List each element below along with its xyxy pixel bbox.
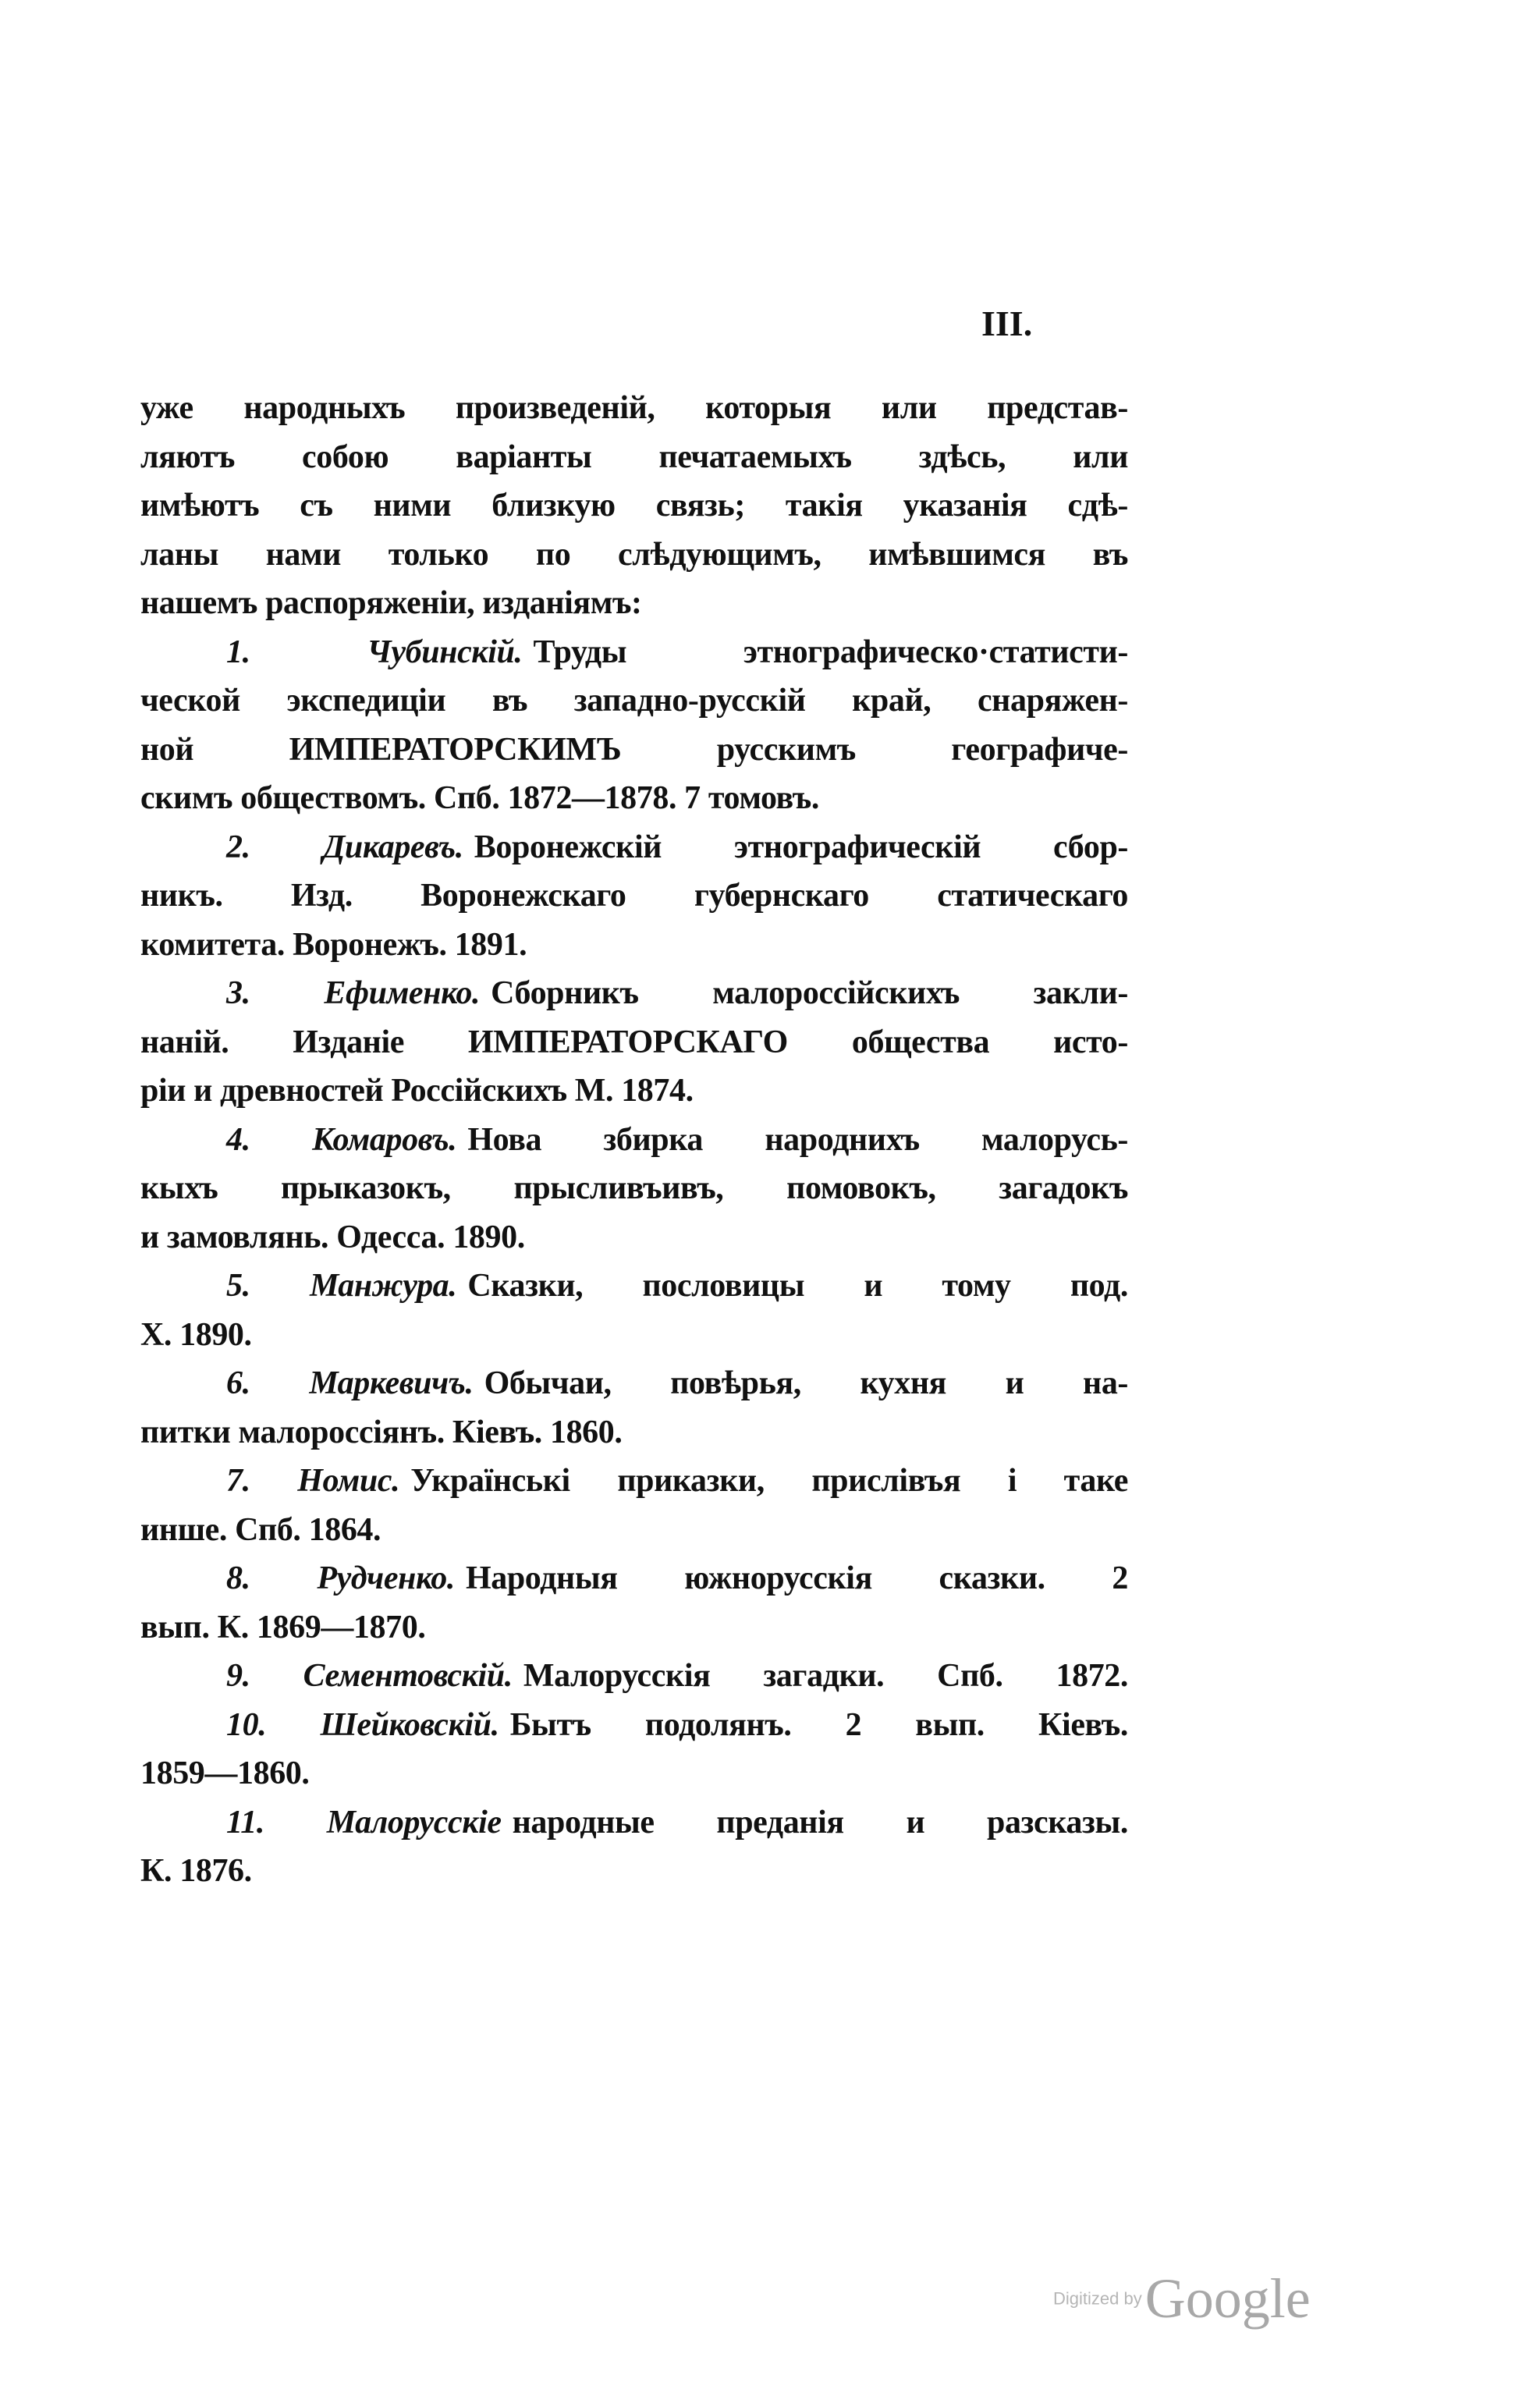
text-line: ной ИМПЕРАТОРСКИМЪ русскимъ географиче- <box>140 731 1128 768</box>
entry-author: Маркевичъ. <box>309 1365 474 1401</box>
bibliography-entry-2 <box>140 823 1128 872</box>
entry-text: Малорусскія загадки. Спб. 1872. <box>523 1658 1128 1694</box>
text-line: ланы нами только по слѣдующимъ, имѣвшимся въ <box>140 536 1128 573</box>
bibliography-entry-7 <box>140 1457 1128 1506</box>
bibliography-entry-5 <box>140 1262 1128 1311</box>
text-line: ріи и древностей Россійскихъ М. 1874. <box>140 1073 694 1109</box>
entry-text: Бытъ подолянъ. 2 вып. Кіевъ. <box>509 1706 1128 1743</box>
entry-number: 11. <box>226 1804 264 1841</box>
entry-text: Нова збирка народнихъ малорусь- <box>467 1121 1129 1158</box>
text-line: инше. Спб. 1864. <box>140 1511 381 1548</box>
page-number: III. <box>981 304 1033 343</box>
entry-author: Манжура. <box>309 1268 457 1304</box>
entry-number: 4. <box>226 1121 250 1158</box>
text-line: ческой экспедиціи въ западно-русскій край, снаряжен- <box>140 683 1128 719</box>
bibliography-entry-8 <box>140 1554 1128 1603</box>
bibliography-entry-9 <box>140 1652 1128 1701</box>
bibliography-entry-11 <box>140 1798 1128 1848</box>
entry-number: 5. <box>226 1268 250 1304</box>
entry-number: 1. <box>226 634 250 670</box>
entry-author: Сементовскій. <box>303 1658 513 1694</box>
text-line: уже народныхъ произведеній, которыя или представ- <box>140 390 1128 426</box>
bibliography-entry-4 <box>140 1116 1128 1165</box>
entry-text: Обычаи, повѣрья, кухня и на- <box>484 1365 1129 1401</box>
entry-author: Номис. <box>297 1463 400 1499</box>
page-body <box>140 384 1128 1896</box>
entry-number: 10. <box>226 1706 267 1743</box>
entry-author: Чубинскій. <box>367 634 523 670</box>
entry-text: народные преданія и разсказы. <box>512 1804 1129 1841</box>
text-line: 1859—1860. <box>140 1755 310 1791</box>
text-line: нашемъ распоряженіи, изданіямъ: <box>140 585 642 621</box>
entry-text: Воронежскій этнографическій сбор- <box>474 829 1128 865</box>
text-line: питки малороссіянъ. Кіевъ. 1860. <box>140 1414 623 1450</box>
text-line: имѣютъ съ ними близкую связь; такія указанія сдѣ- <box>140 488 1128 524</box>
google-logo: Google <box>1144 2267 1311 2330</box>
entry-author: Ефименко. <box>324 975 481 1011</box>
entry-number: 8. <box>226 1560 250 1596</box>
entry-number: 6. <box>226 1365 250 1401</box>
entry-number: 7. <box>226 1463 250 1499</box>
text-line: ляютъ собою варіанты печатаемыхъ здѣсь, или <box>140 438 1128 475</box>
bibliography-entry-10 <box>140 1701 1128 1750</box>
entry-text: Народныя южнорусскія сказки. 2 <box>465 1560 1128 1596</box>
bibliography-entry-6 <box>140 1359 1128 1408</box>
text-line: и замовлянь. Одесса. 1890. <box>140 1219 525 1255</box>
text-line: кыхъ прыказокъ, прысливъивъ, помовокъ, загадокъ <box>140 1170 1128 1206</box>
text-line: никъ. Изд. Воронежскаго губернскаго статическаго <box>140 878 1128 914</box>
watermark-prefix: Digitized by <box>1053 2288 1142 2309</box>
entry-author: Комаровъ. <box>312 1121 457 1158</box>
text-line: комитета. Воронежъ. 1891. <box>140 926 527 963</box>
entry-text: Сказки, пословицы и тому под. <box>467 1268 1128 1304</box>
entry-author: Малорусскіе <box>326 1804 502 1841</box>
bibliography-entry-3 <box>140 969 1128 1018</box>
entry-author: Рудченко. <box>317 1560 455 1596</box>
entry-number: 9. <box>226 1658 250 1694</box>
google-digitized-watermark <box>1053 2267 1311 2331</box>
entry-author: Дикаревъ. <box>322 829 463 865</box>
entry-text: Українські приказки, прислівъя і таке <box>410 1463 1129 1499</box>
entry-author: Шейковскій. <box>320 1706 499 1743</box>
entry-number: 3. <box>226 975 250 1011</box>
text-line: К. 1876. <box>140 1853 252 1889</box>
entry-text: Труды этнографическо·статисти- <box>533 634 1128 670</box>
entry-number: 2. <box>226 829 250 865</box>
text-line: наній. Изданіе ИМПЕРАТОРСКАГО общества исто- <box>140 1024 1128 1060</box>
text-line: скимъ обществомъ. Спб. 1872—1878. 7 томовъ. <box>140 780 819 816</box>
entry-text: Сборникъ малороссійскихъ закли- <box>491 975 1128 1011</box>
text-line: вып. К. 1869—1870. <box>140 1609 426 1645</box>
text-line: Х. 1890. <box>140 1316 252 1353</box>
bibliography-entry-1 <box>140 628 1128 677</box>
